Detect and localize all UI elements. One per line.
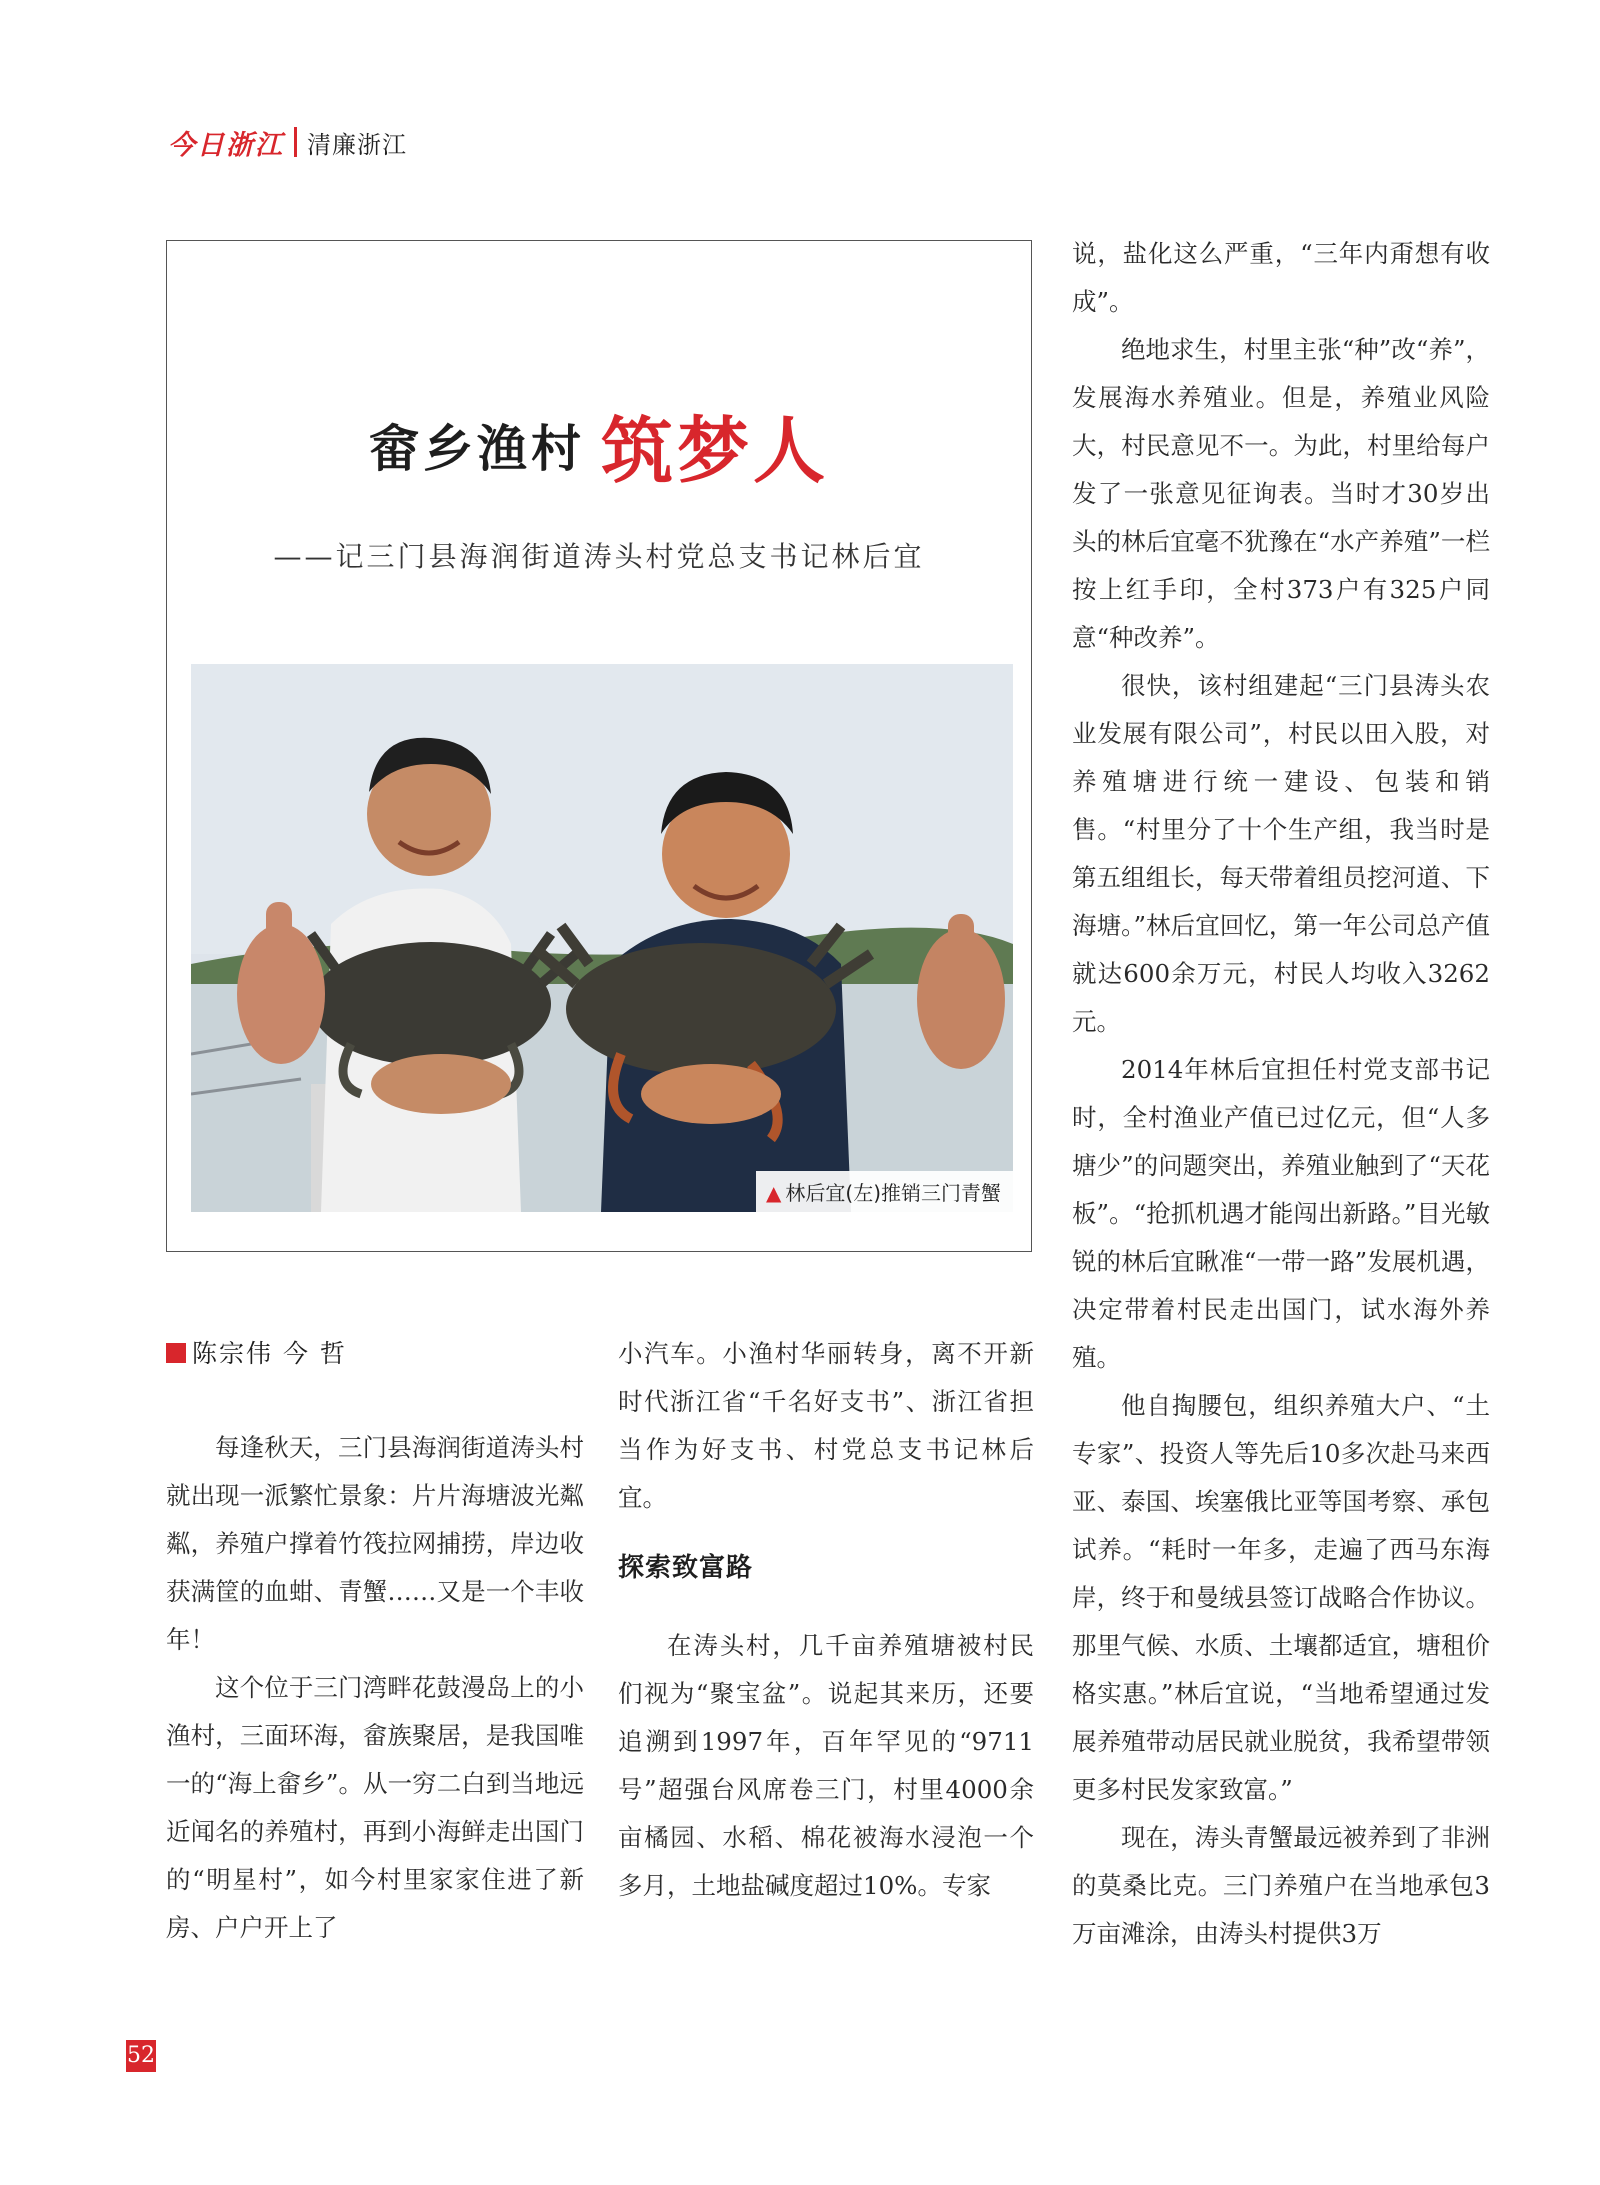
article-title xyxy=(167,393,1031,497)
article-photo xyxy=(191,664,1013,1212)
section-name: 清廉浙江 xyxy=(307,130,407,159)
text-column-1 xyxy=(166,1330,584,1952)
paragraph: 在涛头村，几千亩养殖塘被村民们视为“聚宝盆”。说起其来历，还要追溯到1997年，百年罕见的“9711号”超强台风席卷三门，村里4000余亩橘园、水稻、棉花被海水浸泡一个多月，土地盐碱度超过10%。专家 xyxy=(618,1631,1034,1900)
header-divider xyxy=(294,127,297,157)
byline-authors: 陈宗伟 今 哲 xyxy=(192,1339,347,1368)
paragraph: 很快，该村组建起“三门县涛头农业发展有限公司”，村民以田入股，对养殖塘进行统一建设、包装和销售。“村里分了十个生产组，我当时是第五组组长，每天带着组员挖河道、下海塘。”林后宜回忆，第一年公司总产值就达600余万元，村民人均收入3262元。 xyxy=(1072,671,1490,1036)
photo-illustration xyxy=(191,664,1013,1212)
page-number: 52 xyxy=(126,2040,156,2072)
caption-triangle-icon: ▲ xyxy=(766,1181,782,1205)
byline xyxy=(166,1330,584,1378)
paragraph: 绝地求生，村里主张“种”改“养”，发展海水养殖业。但是，养殖业风险大，村民意见不一。为此，村里给每户发了一张意见征询表。当时才30岁出头的林后宜毫不犹豫在“水产养殖”一栏按上红手印，全村373户有325户同意“种改养”。 xyxy=(1072,335,1490,652)
paragraph: 现在，涛头青蟹最远被养到了非洲的莫桑比克。三门养殖户在当地承包3万亩滩涂，由涛头村提供3万 xyxy=(1072,1823,1490,1948)
text-column-3 xyxy=(1072,230,1490,1958)
byline-square-icon xyxy=(166,1343,186,1363)
page-header xyxy=(168,122,407,162)
paragraph: 2014年林后宜担任村党支部书记时，全村渔业产值已过亿元，但“人多塘少”的问题突出，养殖业触到了“天花板”。“抢抓机遇才能闯出新路。”目光敏锐的林后宜瞅准“一带一路”发展机遇，决定带着村民走出国门，试水海外养殖。 xyxy=(1072,1055,1490,1372)
magazine-logo: 今日浙江 xyxy=(168,129,284,161)
section-subhead: 探索致富路 xyxy=(618,1553,754,1583)
paragraph-continued: 小汽车。小渔村华丽转身，离不开新时代浙江省“千名好支书”、浙江省担当作为好支书、村党总支书记林后宜。 xyxy=(618,1339,1034,1512)
title-box xyxy=(166,240,1032,1252)
title-black-part: 畲乡渔村 xyxy=(368,419,585,478)
photo-caption xyxy=(756,1171,1013,1212)
paragraph-continued: 说，盐化这么严重，“三年内甭想有收成”。 xyxy=(1072,239,1490,316)
paragraph: 这个位于三门湾畔花鼓漫岛上的小渔村，三面环海，畲族聚居，是我国唯一的“海上畲乡”。从一穷二白到当地远近闻名的养殖村，再到小海鲜走出国门的“明星村”，如今村里家家住进了新房、户户开上了 xyxy=(166,1673,584,1942)
paragraph: 每逢秋天，三门县海润街道涛头村就出现一派繁忙景象：片片海塘波光粼粼，养殖户撑着竹筏拉网捕捞，岸边收获满筐的血蚶、青蟹……又是一个丰收年！ xyxy=(166,1433,584,1654)
title-red-part: 筑梦人 xyxy=(600,409,829,493)
article-subtitle: ——记三门县海润街道涛头村党总支书记林后宜 xyxy=(273,540,925,573)
paragraph: 他自掏腰包，组织养殖大户、“土专家”、投资人等先后10多次赴马来西亚、泰国、埃塞俄比亚等国考察、承包试养。“耗时一年多，走遍了西马东海岸，终于和曼绒县签订战略合作协议。那里气候、水质、土壤都适宜，塘租价格实惠。”林后宜说，“当地希望通过发展养殖带动居民就业脱贫，我希望带领更多村民发家致富。” xyxy=(1072,1391,1490,1804)
text-column-2 xyxy=(618,1330,1034,1910)
caption-text: 林后宜(左)推销三门青蟹 xyxy=(785,1181,1001,1205)
